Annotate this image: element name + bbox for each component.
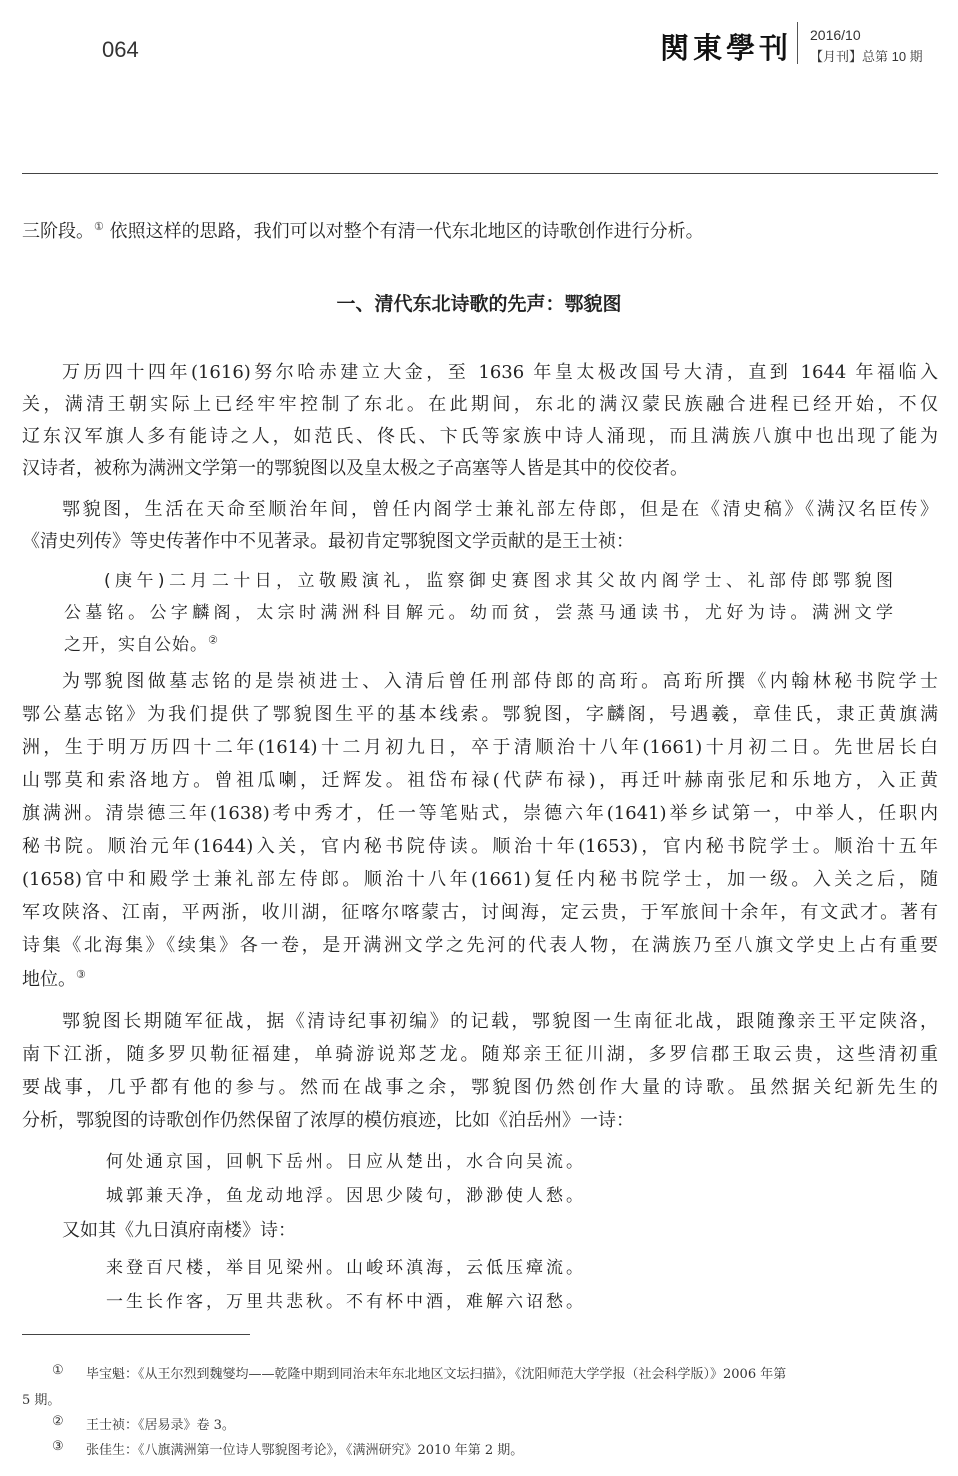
footnote-mark: ③	[52, 1439, 64, 1454]
footnote-mark: ①	[52, 1363, 64, 1378]
paragraph-line: 南下江浙，随多罗贝勒征福建，单骑游说郑芝龙。随郑亲王征川湖，多罗信郡王取云贵，这些清初重	[22, 1044, 938, 1065]
footnote-text: 张佳生：《八旗满洲第一位诗人鄂貌图考论》，《满洲研究》2010 年第 2 期。	[86, 1443, 524, 1458]
paragraph-line: 关，满清王朝实际上已经牢牢控制了东北。在此期间，东北的满汉蒙民族融合进程已经开始，不仅	[22, 394, 938, 415]
paragraph-line: 鄂貌图长期随军征战，据《清诗纪事初编》的记载，鄂貌图一生南征北战，跟随豫亲王平定陕洛，	[62, 1011, 938, 1032]
paragraph-line: 分析，鄂貌图的诗歌创作仍然保留了浓厚的模仿痕迹，比如《泊岳州》一诗：	[22, 1110, 634, 1131]
paragraph-line: 鄂公墓志铭》为我们提供了鄂貌图生平的基本线索。鄂貌图，字麟阁，号遇羲，章佳氏，隶正黄旗满	[22, 704, 938, 725]
issue-date: 2016/10	[810, 27, 861, 43]
page-number: 064	[102, 37, 139, 62]
quote-line: 之开，实自公始。②	[64, 633, 219, 655]
poem-line: 一生长作客，万里共悲秋。不有杯中酒，难解六诏愁。	[106, 1292, 586, 1312]
quote-line: (庚午)二月二十日，立敬殿演礼，监察御史赛图求其父故内阁学士、礼部侍郎鄂貌图	[104, 571, 894, 591]
paragraph-line: 又如其《九日滇府南楼》诗：	[62, 1220, 296, 1241]
header-rule	[22, 173, 938, 174]
paragraph-line: 辽东汉军旗人多有能诗之人，如范氏、佟氏、卞氏等家族中诗人涌现，而且满族八旗中也出现了能为	[22, 426, 938, 447]
footnote-ref-3[interactable]: ③	[76, 968, 86, 981]
paragraph-line: 军攻陕洛、江南，平两浙，收川湖，征喀尔喀蒙古，讨闽海，定云贵，于军旅间十余年，有文武才。著有	[22, 902, 938, 923]
footnote-ref-2[interactable]: ②	[208, 633, 219, 647]
footnote-text: 5 期。	[22, 1393, 61, 1408]
intro-paragraph: 三阶段。① 依照这样的思路，我们可以对整个有清一代东北地区的诗歌创作进行分析。	[22, 220, 704, 242]
paragraph-line: 鄂貌图，生活在天命至顺治年间，曾任内阁学士兼礼部左侍郎，但是在《清史稿》《满汉名臣传》	[62, 499, 938, 520]
paragraph-line: 洲，生于明万历四十二年(1614)十二月初九日，卒于清顺治十八年(1661)十月初二日。先世居长白	[22, 737, 938, 758]
footnote-text: 毕宝魁：《从王尔烈到魏燮均——乾隆中期到同治末年东北地区文坛扫描》，《沈阳师范大学学报（社会科学版）》2006 年第	[86, 1367, 787, 1382]
paragraph-line: 要战事，几乎都有他的参与。然而在战事之余，鄂貌图仍然创作大量的诗歌。虽然据关纪新先生的	[22, 1077, 938, 1098]
paragraph-line: 旗满洲。清崇德三年(1638)考中秀才，任一等笔贴式，崇德六年(1641)举乡试第一，中举人，任职内	[22, 803, 938, 824]
footnote-mark: ②	[52, 1414, 64, 1429]
issue-info: 【月刊】总第 10 期	[810, 49, 923, 64]
paragraph-line: 秘书院。顺治元年(1644)入关，官内秘书院侍读。顺治十年(1653)，官内秘书院学士。顺治十五年	[22, 836, 938, 857]
paragraph-line: 为鄂貌图做墓志铭的是崇祯进士、入清后曾任刑部侍郎的高珩。高珩所撰《内翰林秘书院学士	[62, 671, 938, 692]
paragraph-line: 《清史列传》等史传著作中不见著录。最初肯定鄂貌图文学贡献的是王士祯：	[22, 531, 634, 552]
paragraph-line: 诗集《北海集》《续集》各一卷，是开满洲文学之先河的代表人物，在满族乃至八旗文学史上占有重要	[22, 935, 938, 956]
quote-line: 公墓铭。公字麟阁，太宗时满洲科目解元。幼而贫，尝蒸马通读书，尤好为诗。满洲文学	[64, 603, 894, 623]
journal-title: 関東學刊	[660, 31, 793, 65]
paragraph-line: 地位。③	[22, 968, 86, 990]
section-heading: 一、清代东北诗歌的先声：鄂貌图	[336, 293, 622, 315]
poem-line: 城郭兼天净，鱼龙动地浮。因思少陵句，渺渺使人愁。	[106, 1186, 586, 1206]
paragraph-line: 山鄂莫和索洛地方。曾祖瓜喇，迁辉发。祖岱布禄(代萨布禄)，再迁叶赫南张尼和乐地方，入正黄	[22, 770, 938, 791]
poem-line: 来登百尺楼，举目见梁州。山峻环滇海，云低压瘴流。	[106, 1258, 586, 1278]
paragraph-line: 汉诗者，被称为满洲文学第一的鄂貌图以及皇太极之子高塞等人皆是其中的佼佼者。	[22, 458, 688, 479]
poem-line: 何处通京国，回帆下岳州。日应从楚出，水合向吴流。	[106, 1152, 586, 1172]
footnote-text: 王士祯：《居易录》卷 3。	[86, 1418, 235, 1433]
paragraph-line: (1658)官中和殿学士兼礼部左侍郎。顺治十八年(1661)复任内秘书院学士，加一级。入关之后，随	[22, 869, 938, 890]
footnote-rule	[22, 1334, 250, 1335]
footnote-ref-1[interactable]: ①	[94, 220, 104, 233]
paragraph-line: 万历四十四年(1616)努尔哈赤建立大金，至 1636 年皇太极改国号大清，直到 1644 年福临入	[62, 362, 938, 383]
header-divider	[797, 22, 798, 64]
